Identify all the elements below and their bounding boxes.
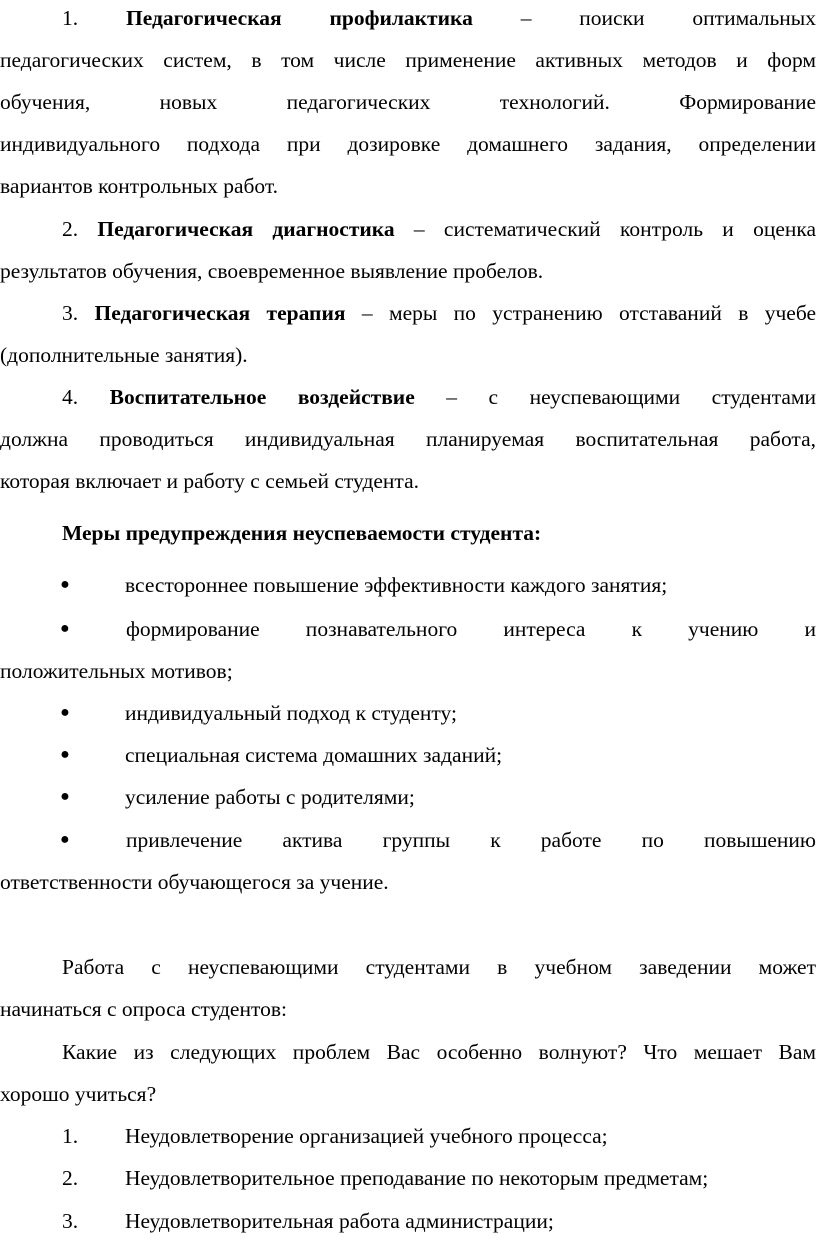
bullet-icon: ● bbox=[60, 831, 70, 848]
item-1-number: 1. bbox=[62, 6, 79, 30]
problem-item-2 bbox=[0, 1163, 816, 1193]
item-2-first-line bbox=[0, 214, 816, 244]
item-2-number: 2. bbox=[62, 217, 79, 241]
item-4-line-3: которая включает и работу с семьей студента. bbox=[0, 469, 420, 493]
bullet-item-2-continuation: положительных мотивов; bbox=[0, 659, 233, 683]
item-3-line-2: (дополнительные занятия). bbox=[0, 343, 248, 367]
measures-heading bbox=[0, 518, 816, 548]
item-1-line-5: вариантов контрольных работ. bbox=[0, 174, 279, 198]
bullet-item-5 bbox=[0, 782, 816, 812]
problem-item-1 bbox=[0, 1121, 816, 1151]
item-4-line-2: должна проводиться индивидуальная планируемая воспитательная работа, bbox=[0, 427, 816, 451]
item-2-rest: – систематический контроль и оценка bbox=[413, 217, 816, 241]
problem-text: Неудовлетворительная работа администрации; bbox=[125, 1209, 554, 1233]
item-2-line-2: результатов обучения, своевременное выявление пробелов. bbox=[0, 259, 544, 283]
bullet-icon: ● bbox=[60, 788, 70, 805]
item-3-number: 3. bbox=[62, 301, 79, 325]
bullet-icon: ● bbox=[60, 576, 70, 593]
bullet-item-2 bbox=[0, 614, 816, 644]
item-4-rest: – с неуспевающими студентами bbox=[446, 385, 816, 409]
bullet-icon: ● bbox=[60, 620, 70, 637]
item-1-first-line bbox=[0, 3, 816, 33]
problem-text: Неудовлетворительное преподавание по некоторым предметам; bbox=[125, 1166, 709, 1190]
problem-number: 3. bbox=[62, 1209, 79, 1233]
measures-heading-text: Меры предупреждения неуспеваемости студента: bbox=[62, 521, 542, 545]
item-4-term: Воспитательное воздействие bbox=[109, 385, 415, 409]
item-4-first-line bbox=[0, 382, 816, 412]
item-3-first-line bbox=[0, 298, 816, 328]
problem-text: Неудовлетворение организацией учебного процесса; bbox=[125, 1124, 608, 1148]
problem-item-3 bbox=[0, 1206, 816, 1236]
item-1-term: Педагогическая профилактика bbox=[125, 6, 473, 30]
bullet-item-6-continuation: ответственности обучающегося за учение. bbox=[0, 870, 389, 894]
bullet-item-6 bbox=[0, 825, 816, 855]
bullet-text: привлечение актива группы к работе по повышению bbox=[126, 828, 816, 852]
survey-paragraph-line-1: Работа с неуспевающими студентами в учебном заведении может bbox=[62, 955, 816, 979]
item-1-rest: – поиски оптимальных bbox=[520, 6, 816, 30]
question-line-2: хорошо учиться? bbox=[0, 1082, 157, 1106]
bullet-text: специальная система домашних заданий; bbox=[125, 743, 503, 767]
item-3-term: Педагогическая терапия bbox=[94, 301, 346, 325]
item-4-number: 4. bbox=[62, 385, 79, 409]
survey-paragraph-line-2: начинаться с опроса студентов: bbox=[0, 997, 287, 1021]
bullet-text: усиление работы с родителями; bbox=[125, 785, 415, 809]
bullet-text: формирование познавательного интереса к учению и bbox=[126, 617, 816, 641]
item-1-line-4: индивидуального подхода при дозировке домашнего задания, определении bbox=[0, 132, 816, 156]
item-1-line-3: обучения, новых педагогических технологий. Формирование bbox=[0, 90, 816, 114]
item-3-rest: – меры по устранению отставаний в учебе bbox=[361, 301, 816, 325]
bullet-icon: ● bbox=[60, 704, 70, 721]
bullet-text: индивидуальный подход к студенту; bbox=[125, 701, 457, 725]
bullet-item-1 bbox=[0, 570, 816, 600]
problem-number: 1. bbox=[62, 1124, 79, 1148]
question-line-1: Какие из следующих проблем Вас особенно волнуют? Что мешает Вам bbox=[62, 1040, 816, 1064]
problem-number: 2. bbox=[62, 1166, 79, 1190]
bullet-text: всестороннее повышение эффективности каждого занятия; bbox=[125, 573, 668, 597]
bullet-item-3 bbox=[0, 698, 816, 728]
bullet-icon: ● bbox=[60, 746, 70, 763]
item-1-line-2: педагогических систем, в том числе применение активных методов и форм bbox=[0, 48, 816, 72]
bullet-item-4 bbox=[0, 740, 816, 770]
item-2-term: Педагогическая диагностика bbox=[97, 217, 395, 241]
